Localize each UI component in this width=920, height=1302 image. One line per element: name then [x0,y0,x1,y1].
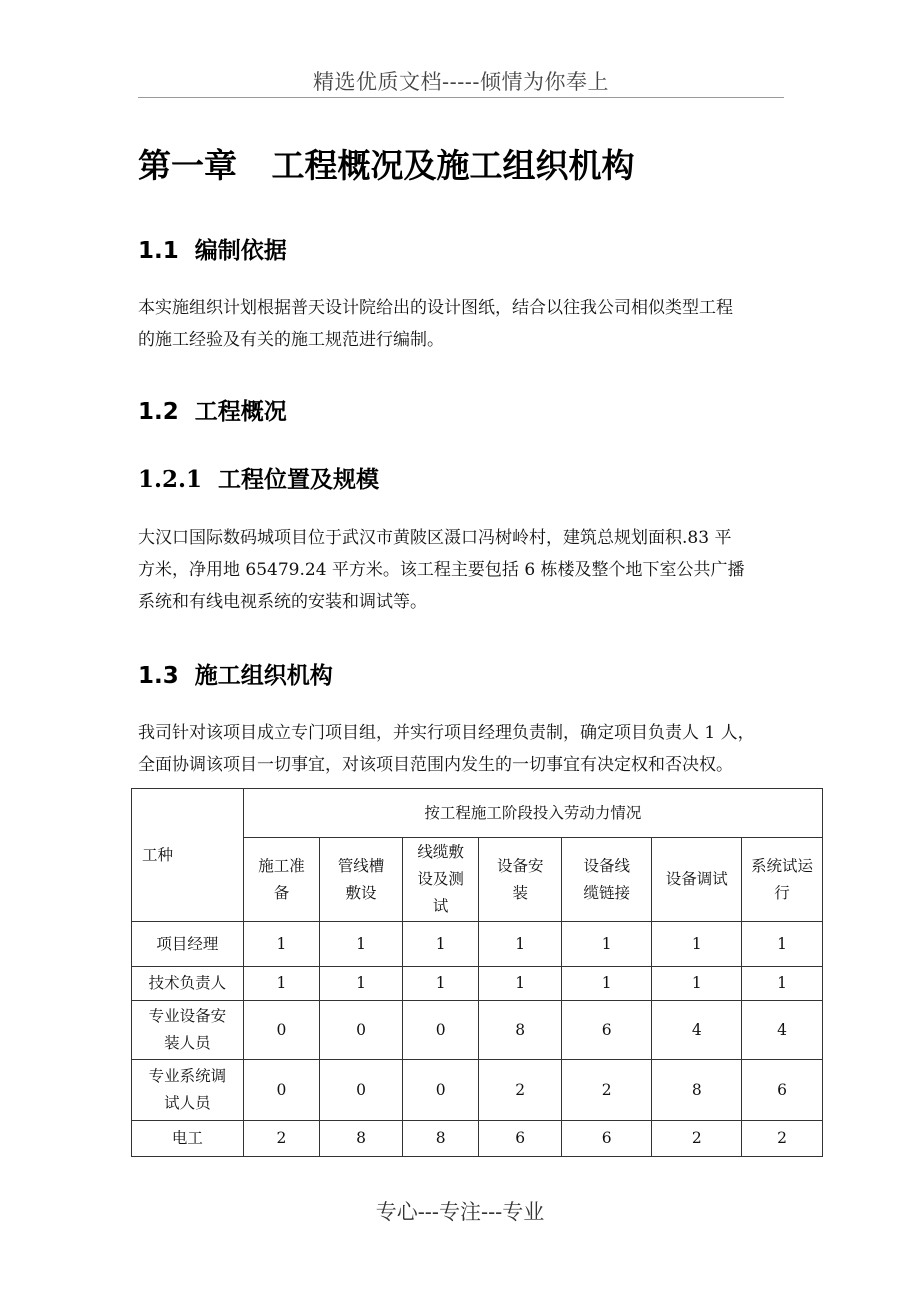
table-cell: 0 [402,1001,479,1060]
stage-header: 设备线缆链接 [561,838,652,922]
paragraph-line: 我司针对该项目成立专门项目组，并实行项目经理负责制，确定项目负责人 1 人， [138,723,755,743]
table-cell: 1 [243,922,320,967]
stage-header: 施工准备 [243,838,320,922]
table-cell: 2 [561,1060,652,1121]
header-divider [138,97,784,98]
stage-header: 线缆敷设及测试 [402,838,479,922]
table-cell: 4 [742,1001,823,1060]
table-cell: 1 [479,967,562,1001]
table-cell: 8 [402,1121,479,1157]
chapter-title: 第一章 工程概况及施工组织机构 [138,146,635,185]
paragraph-line: 的施工经验及有关的施工规范进行编制。 [138,330,444,350]
paragraph-line: 方米，净用地 65479.24 平方米。该工程主要包括 6 栋楼及整个地下室公共广播 [138,560,745,580]
table-cell: 2 [742,1121,823,1157]
table-cell: 6 [561,1121,652,1157]
row-label: 电工 [132,1121,244,1157]
section-heading-1-1: 1.1 编制依据 [138,238,287,264]
table-row [132,1121,823,1157]
row-label: 项目经理 [132,922,244,967]
paragraph-basis [138,292,788,356]
table-cell: 8 [479,1001,562,1060]
table-cell: 0 [402,1060,479,1121]
stage-header: 系统试运行 [742,838,823,922]
row-label: 专业系统调试人员 [132,1060,244,1121]
table-cell: 8 [320,1121,403,1157]
table-cell: 1 [402,967,479,1001]
table-cell: 0 [320,1060,403,1121]
table-cell: 1 [652,922,742,967]
page-header: 精选优质文档-----倾情为你奉上 [313,70,609,94]
table-cell: 1 [561,922,652,967]
table-cell: 2 [243,1121,320,1157]
table-cell: 2 [479,1060,562,1121]
paragraph-line: 全面协调该项目一切事宜，对该项目范围内发生的一切事宜有决定权和否决权。 [138,755,733,775]
section-heading-1-2-1: 1.2.1 工程位置及规模 [138,466,380,493]
paragraph-organization [138,717,788,781]
stage-header: 管线槽敷设 [320,838,403,922]
trade-column-header: 工种 [132,789,244,922]
paragraph-location [138,522,788,618]
table-cell: 0 [243,1060,320,1121]
section-heading-1-3: 1.3 施工组织机构 [138,663,333,689]
paragraph-line: 大汉口国际数码城项目位于武汉市黄陂区滠口冯树岭村，建筑总规划面积.83 平 [138,528,732,548]
table-header-row [132,789,823,838]
table-cell: 1 [742,967,823,1001]
row-label: 专业设备安装人员 [132,1001,244,1060]
table-row [132,1001,823,1060]
table-cell: 6 [742,1060,823,1121]
table-row [132,1060,823,1121]
table-cell: 6 [561,1001,652,1060]
section-heading-1-2: 1.2 工程概况 [138,399,287,425]
table-row [132,922,823,967]
row-label: 技术负责人 [132,967,244,1001]
table-cell: 4 [652,1001,742,1060]
stage-group-header: 按工程施工阶段投入劳动力情况 [243,789,822,838]
table-cell: 1 [479,922,562,967]
paragraph-line: 系统和有线电视系统的安装和调试等。 [138,592,427,612]
page-footer: 专心---专注---专业 [375,1200,545,1224]
table-cell: 1 [320,967,403,1001]
table-cell: 2 [652,1121,742,1157]
stage-header: 设备安装 [479,838,562,922]
table-cell: 1 [742,922,823,967]
table-cell: 1 [320,922,403,967]
table-row [132,967,823,1001]
labor-table [131,788,823,1157]
table-cell: 6 [479,1121,562,1157]
table-cell: 1 [652,967,742,1001]
table-cell: 1 [561,967,652,1001]
table-cell: 1 [402,922,479,967]
table-cell: 0 [320,1001,403,1060]
paragraph-line: 本实施组织计划根据普天设计院给出的设计图纸，结合以往我公司相似类型工程 [138,298,733,318]
table-cell: 8 [652,1060,742,1121]
table-cell: 0 [243,1001,320,1060]
stage-header: 设备调试 [652,838,742,922]
table-cell: 1 [243,967,320,1001]
